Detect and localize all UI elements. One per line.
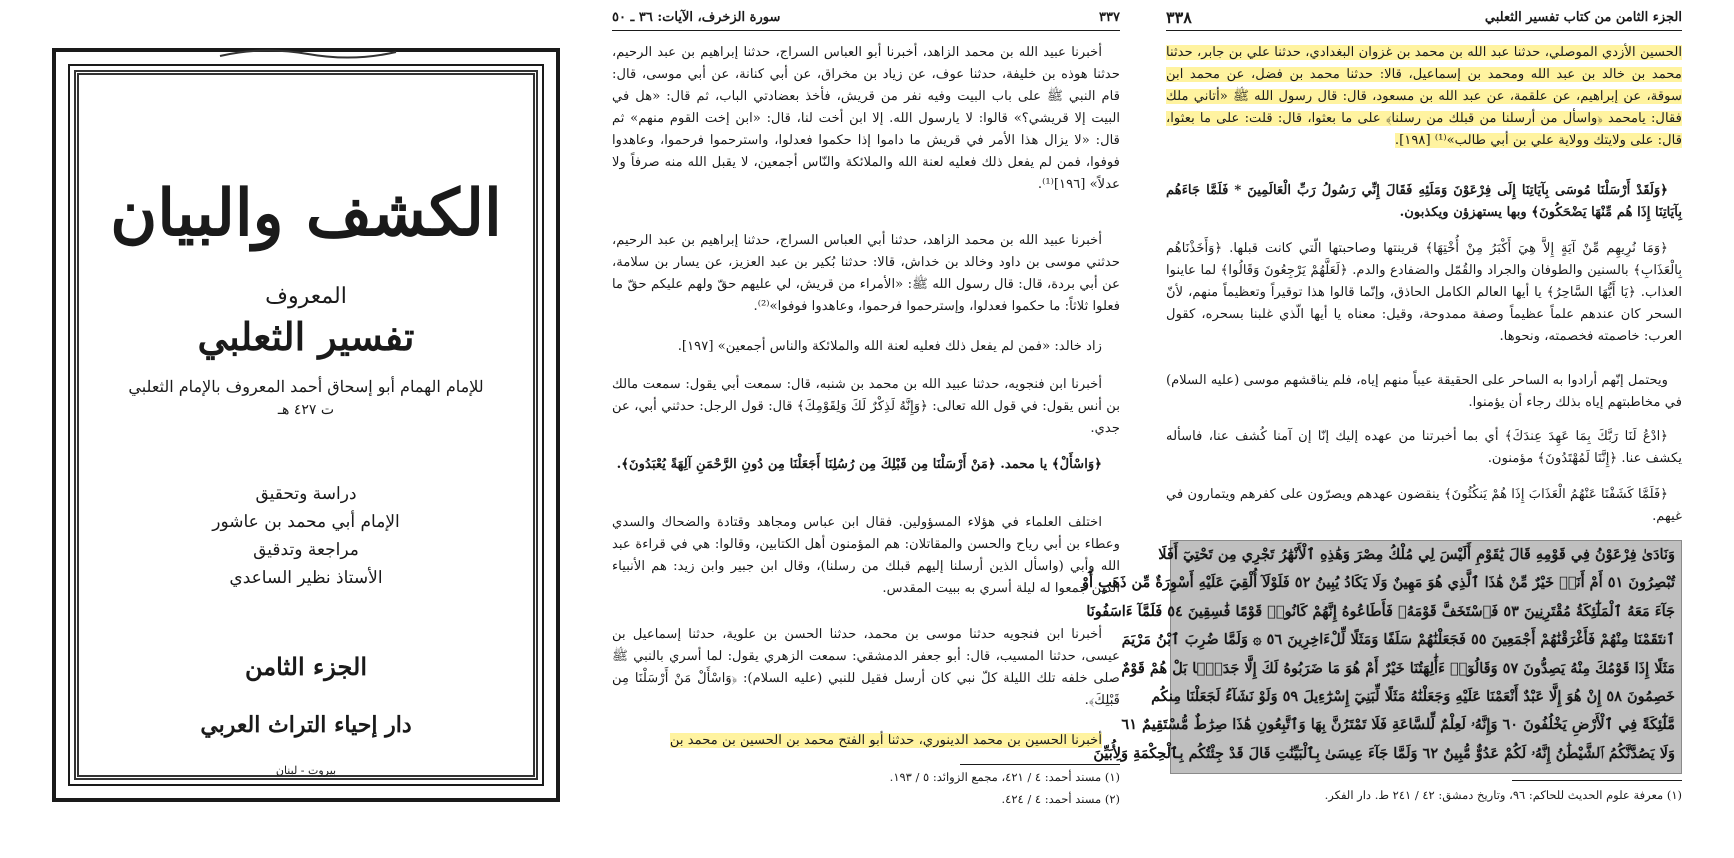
cover-title: الكشف والبيان xyxy=(110,176,502,251)
quran-verse: ﴿وَلَقَدْ أَرْسَلْنَا مُوسَى بِآيَاتِنَا إِلَى فِرْعَوْنَ وَمَلَئِهِ فَقَالَ إِنِّي رَسُولُ رَبِّ الْعَالَمِينَ * فَلَمَّا جَاءَهُم بِآيَاتِنَا إِذَا هُم مِّنْهَا يَضْحَكُونَ﴾ وبها يستهزؤن ويكذبون. xyxy=(1166,183,1682,220)
cover-reviewer: الأستاذ نظير الساعدي xyxy=(229,568,383,588)
mushaf-line: تُبْصِرُونَ ٥١ أَمْ أَنَا۠ خَيْرٌ مِّنْ هَٰذَا ٱلَّذِي هُوَ مَهِينٌ وَلَا يَكَادُ يُبِينُ ٥٢ فَلَوْلَآ أُلْقِيَ عَلَيْهِ أَسْوِرَةٌ مِّن ذَهَبٍ أَوْ xyxy=(1082,574,1675,592)
footnote-divider xyxy=(1512,780,1682,781)
footnote: (٢) مسند أحمد: ٤ / ٤٢٤. xyxy=(1001,792,1120,806)
page-header xyxy=(1166,6,1682,31)
paragraph: أخبرنا ابن فنجويه، حدثنا عبيد الله بن محمد بن شنبه، قال: سمعت أبي يقول: سمعت مالك بن أنس يقول: في قول الله تعالى: ﴿وَإِنَّهُ لَذِكْرٌ لَكَ وَلِقَوْمِكَ﴾ قال: قول الرجل: حدثني أبي، عن جدي. xyxy=(612,377,1120,436)
paragraph: ﴿ادْعُ لَنَا رَبَّكَ بِمَا عَهِدَ عِندَكَ﴾ أي بما أخبرتنا من عهده إليك إنّا إن آمنا كُشف عنا، فاسأله يكشف عنا. ﴿إِنَّنَا لَمُهْتَدُونَ﴾ مؤمنون. xyxy=(1166,429,1682,466)
cover-known-as: المعروف xyxy=(265,284,347,309)
cover-review-label: مراجعة وتدقيق xyxy=(253,540,359,560)
cover-investigator: الإمام أبي محمد بن عاشور xyxy=(212,512,400,532)
highlight-mark: الحسين الأزدي الموصلي، حدثنا عبد الله بن محمد بن غزوان البغدادي، حدثنا علي بن جابر، حدثنا محمد بن خالد بن عبد الله ومحمد بن إسماعيل، قالا: حدثنا محمد بن فضل، عن محمد ابن سوقة، عن إبراهيم، عن علقمة، عن عبد الله بن مسعود، قال: قال رسول الله ﷺ «أتاني ملك فقال: يامحمد ﴿واسأل من أرسلنا من قبلك من رسلنا﴾ على ما بعثوا، قال: قلت: على ما بعثوا، قال: على ولايتك وولاية علي بن أبي طالب»⁽¹⁾ [١٩٨]. xyxy=(1166,45,1682,148)
mushaf-line: خَصِمُونَ ٥٨ إِنْ هُوَ إِلَّا عَبْدٌ أَنْعَمْنَا عَلَيْهِ وَجَعَلْنَٰهُ مَثَلًا لِّبَنِيٓ إِسْرَٰٓءِيلَ ٥٩ وَلَوْ نَشَآءُ لَجَعَلْنَا مِنكُم xyxy=(1151,687,1675,705)
top-ornament-icon xyxy=(218,46,398,60)
surah-header: سورة الزخرف، الآيات: ٣٦ ـ ٥٠ xyxy=(612,10,781,25)
mushaf-excerpt xyxy=(1082,540,1682,774)
mushaf-line: مَثَلًا إِذَا قَوْمُكَ مِنْهُ يَصِدُّونَ ٥٧ وَقَالُوٓا۟ ءَأَٰلِهَتُنَا خَيْرٌ أَمْ هُوَ مَا ضَرَبُوهُ لَكَ إِلَّا جَدَلًۢا بَلْ هُمْ قَوْمٌ xyxy=(1121,659,1675,677)
mushaf-line: جَآءَ مَعَهُ ٱلْمَلَٰٓئِكَةُ مُقْتَرِنِينَ ٥٣ فَٱسْتَخَفَّ قَوْمَهُۥ فَأَطَاعُوهُ إِنَّهُمْ كَانُوا۟ قَوْمًا فَٰسِقِينَ ٥٤ فَلَمَّآ ءَاسَفُونَا xyxy=(1086,602,1675,620)
book-cover xyxy=(52,48,560,802)
paragraph: زاد خالد: «فمن لم يفعل ذلك فعليه لعنة الله والملائكة والناس أجمعين» [١٩٧]. xyxy=(677,339,1102,354)
paragraph: أخبرنا عبيد الله بن محمد الزاهد، حدثنا أبي العباس السراج، حدثنا إبراهيم بن عبد الرحيم، حدثني موسى بن داود وخالد بن خداش، قالا: حدثنا بُكير بن عبد العزيز، عن يسار بن سلامة، عن أبي بردة، قال: قال رسول الله ﷺ: «الأمراء من قريش، لي عليهم حقّ ولهم عليكم حقّ ما فعلوا ثلاثاً: ما حكموا فعدلوا، وإسترحموا فرحموا، وعاهدوا فوفوا»⁽²⁾. xyxy=(612,233,1120,314)
page-header xyxy=(612,6,1120,31)
mushaf-line: وَلَا يَصُدَّنَّكُمُ ٱلشَّيْطَٰنُ إِنَّهُۥ لَكُمْ عَدُوٌّ مُّبِينٌ ٦٢ وَلَمَّا جَآءَ عِيسَىٰ بِٱلْبَيِّنَٰتِ قَالَ قَدْ جِئْتُكُم بِٱلْحِكْمَةِ وَلِأُبَيِّنَ xyxy=(1093,744,1675,762)
paragraph: ﴿وَمَا نُرِيهِم مِّنْ آيَةٍ إِلاَّ هِيَ أَكْبَرُ مِنْ أُخْتِهَا﴾ قرينتها وصاحبتها الّتي كانت قبلها. ﴿وَأَخَذْنَاهُم بِالْعَذَابِ﴾ بالسنين والطوفان والجراد والقُمّل والضفادع والدم. ﴿لَعَلَّهُمْ يَرْجِعُونَ وَقَالُوا﴾ لما عاينوا العذاب. ﴿يَا أَيُّهَا السَّاحِرُ﴾ يا أيها العالم الكامل الحاذق، وإنّما قالوا هذا توقيراً وتعظيماً منهم، لأنّ السحر كان عندهم علماً عظيماً وصفة ممدوحة، وقيل: معناه يا أيها الّذي غلبنا بسحره، كقول العرب: خاصمته فخصمته، ونحوها. xyxy=(1166,241,1682,344)
cover-study-label: دراسة وتحقيق xyxy=(255,484,357,504)
cover-death-date: ت ٤٢٧ هـ xyxy=(277,402,335,418)
publisher-place: بيروت - لبنان xyxy=(275,764,337,777)
cover-author: للإمام الهمام أبو إسحاق أحمد المعروف بالإمام الثعلبي xyxy=(128,377,484,396)
publisher-logo xyxy=(78,712,534,738)
paragraph: اختلف العلماء في هؤلاء المسؤولين. فقال ابن عباس ومجاهد وقتادة والضحاك والسدي وعطاء بن أبي رياح والحسن والمقاتلان: هم المؤمنون أهل الكتابين، وقالوا: هي في قراءة عبد الله وأبي (واسأل الذين أرسلنا إليهم قبلك من رسلنا)، وقال ابن جبير وابن زيد: هم الأنبياء الذين جمعوا له ليلة أسري به ببيت المقدس. xyxy=(612,515,1120,596)
mushaf-line: وَنَادَىٰ فِرْعَوْنُ فِي قَوْمِهِ قَالَ يَٰقَوْمِ أَلَيْسَ لِي مُلْكُ مِصْرَ وَهَٰذِهِ ٱلْأَنْهَٰرُ تَجْرِي مِن تَحْتِيٓ أَفَلَا xyxy=(1158,546,1675,563)
cover-content xyxy=(78,52,534,798)
paragraph: ﴿فَلَمَّا كَشَفْنَا عَنْهُمُ الْعَذَابَ إِذَا هُمْ يَنكُثُونَ﴾ ينقضون عهدهم ويصرّون على كفرهم ويتمارون في غيهم. xyxy=(1166,487,1682,524)
page-number: ٣٣٨ xyxy=(1166,8,1192,27)
book-header: الجزء الثامن من كتاب تفسير الثعلبي xyxy=(1484,10,1682,25)
page-number: ٣٣٧ xyxy=(1099,10,1120,25)
cover-subtitle: تفسير الثعلبي xyxy=(197,314,415,359)
paragraph: ويحتمل إنّهم أرادوا به الساحر على الحقيقة عيباً منهم إياه، فلم يناقشهم موسى (عليه السلام) في مخاطبتهم إياه بذلك رجاء أن يؤمنوا. xyxy=(1166,373,1682,410)
mushaf-line: مَّلَٰٓئِكَةً فِي ٱلْأَرْضِ يَخْلُفُونَ ٦٠ وَإِنَّهُۥ لَعِلْمٌ لِّلسَّاعَةِ فَلَا تَمْتَرُنَّ بِهَا وَٱتَّبِعُونِ هَٰذَا صِرَٰطٌ مُّسْتَقِيمٌ ٦١ xyxy=(1121,716,1675,734)
paragraph: أخبرنا ابن فنجويه حدثنا موسى بن محمد، حدثنا الحسن بن علوية، حدثنا إسماعيل بن عيسى، حدثنا المسيب، قال: أبو جعفر الدمشقي: سمعت الزهري يقول: لما أسري بالنبي ﷺ صلى خلفه تلك الليلة كلّ نبي كان أرسل فقيل للنبي (عليه السلام): ﴿وَاسْأَلْ مَنْ أَرْسَلْنَا مِن قَبْلِكَ﴾. xyxy=(612,627,1120,708)
page-337 xyxy=(612,6,1120,826)
highlight-mark: أخبرنا الحسين بن محمد الدينوري، حدثنا أبو الفتح محمد بن الحسين بن محمد بن xyxy=(669,733,1102,748)
paragraph: أخبرنا عبيد الله بن محمد الزاهد، أخبرنا أبو العباس السراج، حدثنا إبراهيم بن عبد الرحيم، حدثنا هوذه بن خليفة، حدثنا عوف، عن زياد بن مخراق، عن أبي كنانة، عن أبي موسى، قال: قام النبي ﷺ على باب البيت وفيه نفر من قريش، فأخذ بعضادتي الباب، ثم قال: «هل في البيت إلا قريشي؟» قالوا: لا يارسول الله. إلا ابن أخت لنا، قال: «ابن إخت القوم منهم» ثم قال: «لا يزال هذا الأمر في قريش ما داموا إذا حكموا فعدلوا، واسترحموا فرحموا، وعاهدوا فوفوا، فمن لم يفعل ذلك فعليه لعنة الله والملائكة والنّاس أجمعين، لا يقبل الله منه صرفاً ولا عدلاً» [١٩٦]⁽¹⁾. xyxy=(612,45,1120,192)
quran-verse: ﴿وَاسْأَلْ﴾ يا محمد. ﴿مَنْ أَرْسَلْنَا مِن قَبْلِكَ مِن رُسُلِنَا أَجَعَلْنَا مِن دُونِ الرَّحْمَنِ آلِهَةً يُعْبَدُونَ﴾. xyxy=(616,457,1102,472)
cover-part: الجزء الثامن xyxy=(244,652,367,681)
highlighted-paragraph xyxy=(612,730,1120,752)
footnote: (١) مسند أحمد: ٤ / ٤٢١، مجمع الزوائد: ٥ / ١٩٣. xyxy=(889,770,1120,784)
footnote: (١) معرفة علوم الحديث للحاكم: ٩٦، وتاريخ دمشق: ٤٢ / ٢٤١ ط. دار الفكر. xyxy=(1324,788,1682,802)
mushaf-line: ٱنتَقَمْنَا مِنْهُمْ فَأَغْرَقْنَٰهُمْ أَجْمَعِينَ ٥٥ فَجَعَلْنَٰهُمْ سَلَفًا وَمَثَلًا لِّلْءَاخِرِينَ ٥٦ ۞ وَلَمَّا ضُرِبَ ٱبْنُ مَرْيَمَ xyxy=(1121,631,1675,649)
highlighted-paragraph xyxy=(1166,42,1682,152)
publisher-name: دار إحياء التراث العربي xyxy=(200,712,412,738)
